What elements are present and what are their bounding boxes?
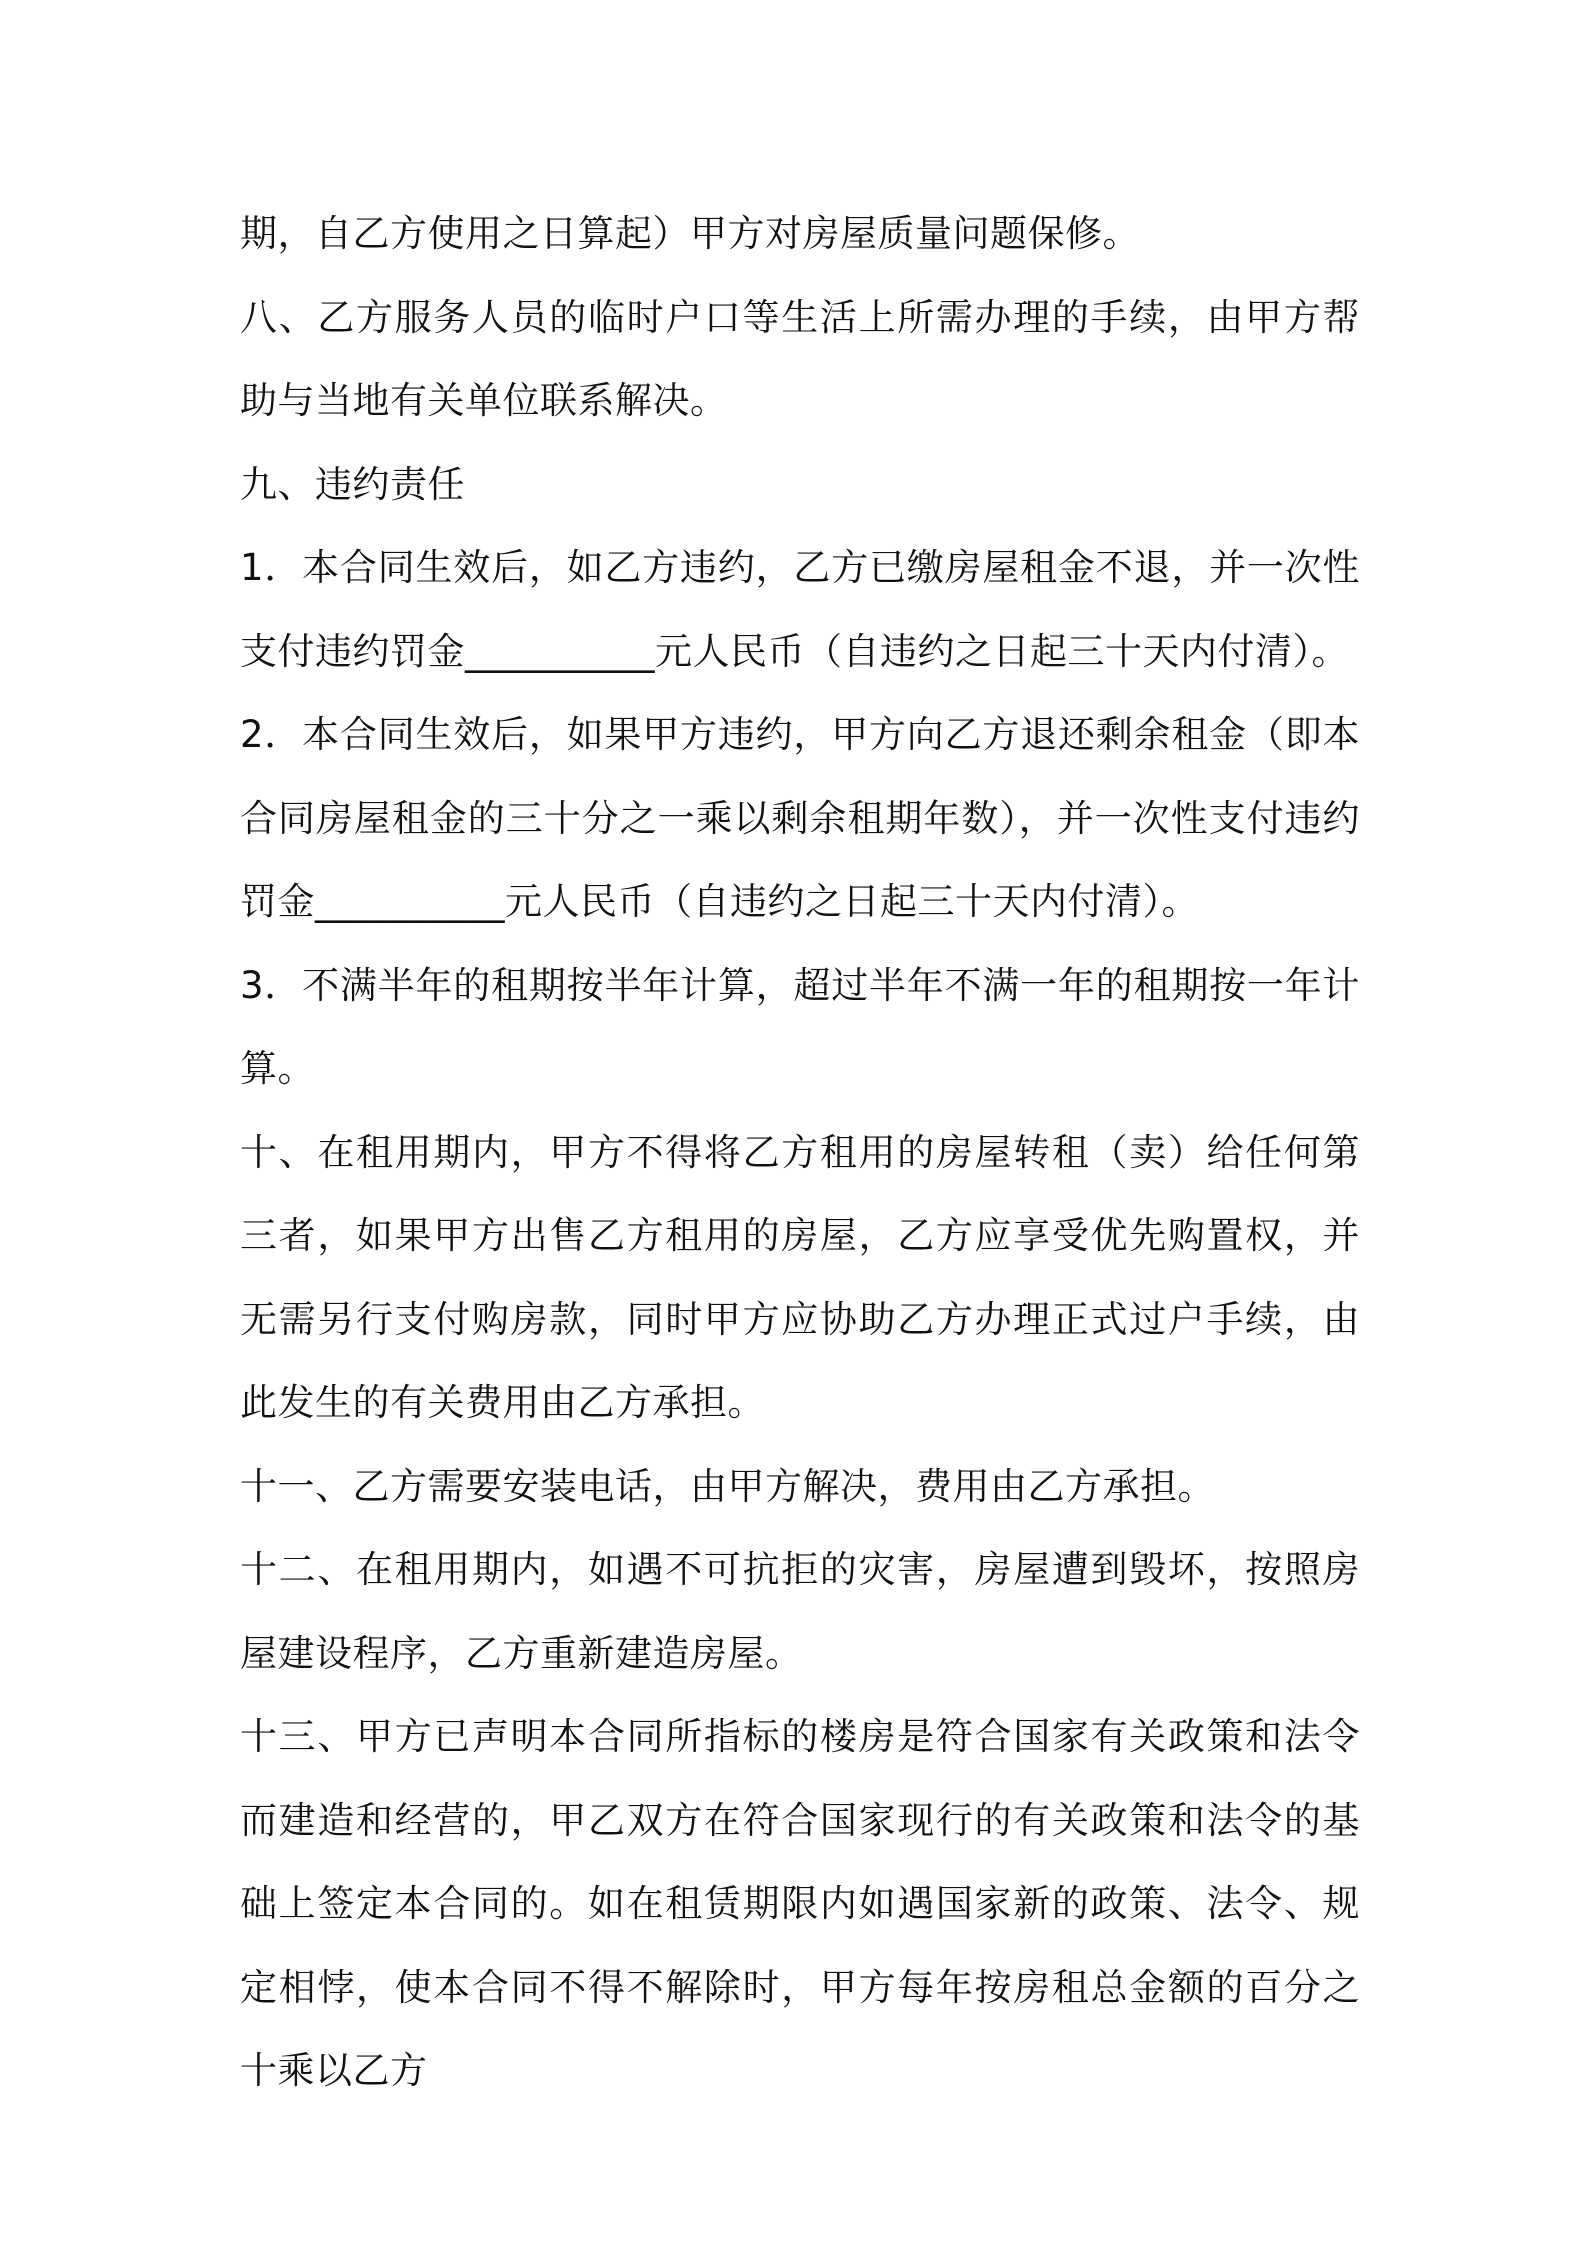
paragraph-clause-9-item-3: 3．不满半年的租期按半年计算，超过半年不满一年的租期按一年计算。	[240, 963, 1360, 1090]
paragraph-clause-9-heading: 九、违约责任	[240, 462, 465, 506]
paragraph-clause-13: 十三、甲方已声明本合同所指标的楼房是符合国家有关政策和法令而建造和经营的，甲乙双方在符合国家现行的有关政策和法令的基础上签定本合同的。如在租赁期限内如遇国家新的政策、法令、规定相悖，使本合同不得不解除时，甲方每年按房租总金额的百分之十乘以乙方	[240, 1715, 1360, 2092]
paragraph-clause-12: 十二、在租用期内，如遇不可抗拒的灾害，房屋遭到毁坏，按照房屋建设程序，乙方重新建造房屋。	[240, 1548, 1360, 1675]
paragraph-clause-11: 十一、乙方需要安装电话，由甲方解决，费用由乙方承担。	[240, 1464, 1215, 1508]
paragraph-clause-9-item-1: 1．本合同生效后，如乙方违约，乙方已缴房屋租金不退，并一次性支付违约罚金__________元人民币（自违约之日起三十天内付清）。	[240, 546, 1360, 673]
paragraph-warranty-period: 期，自乙方使用之日算起）甲方对房屋质量问题保修。	[240, 212, 1140, 255]
document-body	[240, 192, 1360, 2113]
paragraph-clause-8: 八、乙方服务人员的临时户口等生活上所需办理的手续，由甲方帮助与当地有关单位联系解决。	[240, 295, 1360, 422]
paragraph-clause-10: 十、在租用期内，甲方不得将乙方租用的房屋转租（卖）给任何第三者，如果甲方出售乙方租用的房屋，乙方应享受优先购置权，并无需另行支付购房款，同时甲方应协助乙方办理正式过户手续，由此发生的有关费用由乙方承担。	[240, 1130, 1360, 1424]
paragraph-clause-9-item-2: 2．本合同生效后，如果甲方违约，甲方向乙方退还剩余租金（即本合同房屋租金的三十分之一乘以剩余租期年数），并一次性支付违约罚金__________元人民币（自违约之日起三十天内付清）。	[240, 713, 1360, 923]
